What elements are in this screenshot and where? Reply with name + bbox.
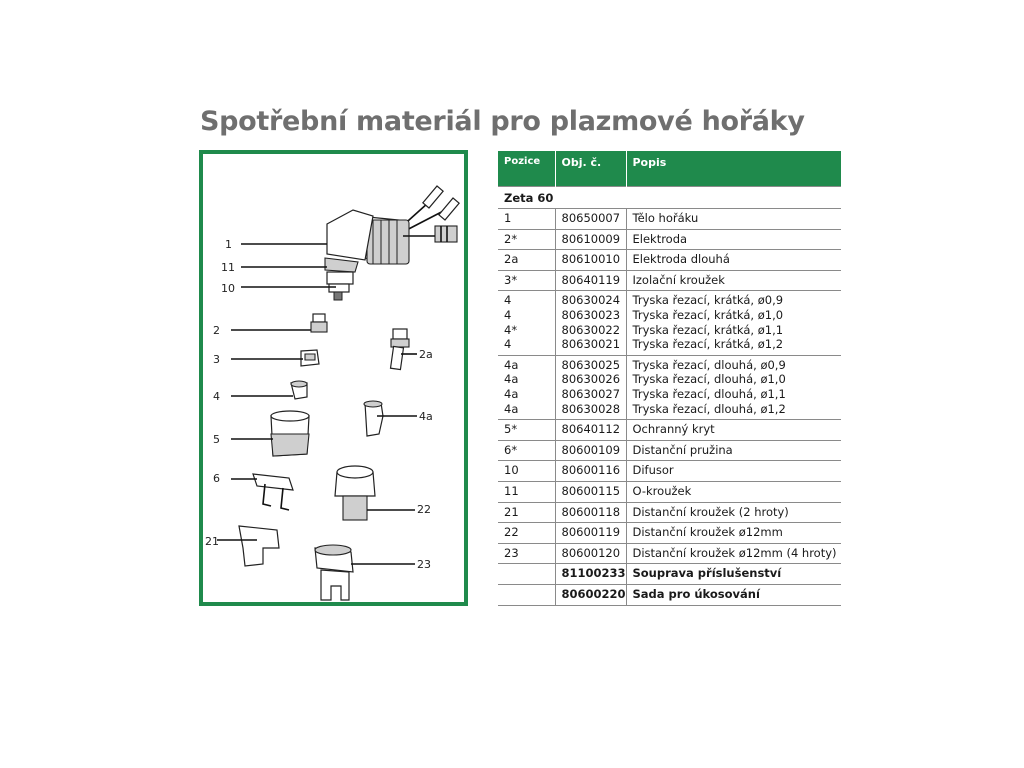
part-22-spacer-ring: [335, 466, 375, 520]
cell-description: [626, 209, 841, 230]
table-row: [498, 523, 841, 544]
cell-line: 80640112: [561, 422, 621, 437]
part-3-insulation-ring: [301, 350, 319, 366]
cell-line: 80650007: [561, 211, 621, 226]
label-10: 10: [221, 282, 235, 295]
cell-position: [498, 584, 555, 605]
cell-order-number: [555, 502, 626, 523]
table-header-row: [498, 151, 841, 186]
cell-line: 80630022: [561, 322, 621, 337]
cell-description: [626, 291, 841, 355]
cell-line: 80610009: [561, 231, 621, 246]
group-row: [498, 186, 841, 209]
cell-position: [498, 440, 555, 461]
cell-line: 80600109: [561, 442, 621, 457]
cell-order-number: [555, 461, 626, 482]
table-row: [498, 229, 841, 250]
page-title: Spotřební materiál pro plazmové hořáky: [200, 106, 805, 137]
cell-line: 80600119: [561, 525, 621, 540]
cell-position: [498, 270, 555, 291]
cell-line: Tryska řezací, krátká, ø0,9: [632, 293, 784, 308]
cell-line: 21: [504, 504, 519, 519]
cell-line: Distanční pružina: [632, 442, 733, 457]
cell-order-number: [555, 440, 626, 461]
cell-line: 80630028: [561, 401, 621, 416]
group-label: Zeta 60: [498, 186, 841, 209]
table-row: [498, 440, 841, 461]
cell-description: [626, 482, 841, 503]
cell-line: 81100233: [561, 566, 626, 581]
label-11: 11: [221, 261, 235, 274]
cell-order-number: [555, 584, 626, 605]
table-row: [498, 209, 841, 230]
cell-description: [626, 355, 841, 419]
part-23-spacer-ring: [315, 545, 353, 600]
cell-position: [498, 420, 555, 441]
label-2: 2: [213, 324, 220, 337]
label-22: 22: [417, 503, 431, 516]
cell-order-number: [555, 209, 626, 230]
cell-order-number: [555, 250, 626, 271]
cell-line: Tryska řezací, krátká, ø1,0: [632, 308, 784, 323]
cell-description: [626, 584, 841, 605]
cell-line: Distanční kroužek ø12mm (4 hroty): [632, 545, 837, 560]
cell-line: 2a: [504, 252, 519, 267]
table-row: [498, 291, 841, 355]
cell-line: Souprava příslušenství: [632, 566, 782, 581]
cell-line: Elektroda dlouhá: [632, 252, 730, 267]
parts-table: [498, 151, 841, 606]
label-23: 23: [417, 558, 431, 571]
cell-description: [626, 502, 841, 523]
label-5: 5: [213, 433, 220, 446]
cell-line: Tryska řezací, dlouhá, ø1,2: [632, 401, 786, 416]
cell-line: 80640119: [561, 272, 621, 287]
cell-line: 22: [504, 525, 519, 540]
cell-position: [498, 543, 555, 564]
cell-line: 80600118: [561, 504, 621, 519]
table-row: [498, 250, 841, 271]
cell-line: 10: [504, 463, 519, 478]
cell-line: 4*: [504, 322, 518, 337]
cell-description: [626, 564, 841, 585]
cell-line: 4a: [504, 372, 519, 387]
cell-line: 80630026: [561, 372, 621, 387]
cell-line: 80600116: [561, 463, 621, 478]
label-6: 6: [213, 472, 220, 485]
cell-description: [626, 270, 841, 291]
cell-description: [626, 250, 841, 271]
table-row: [498, 355, 841, 419]
cell-position: [498, 250, 555, 271]
cell-order-number: [555, 229, 626, 250]
cell-line: 80600220: [561, 586, 626, 601]
part-6-spacer-spring: [253, 474, 293, 510]
part-2-electrode: [311, 314, 327, 332]
cell-order-number: [555, 355, 626, 419]
table-row: [498, 584, 841, 605]
label-2a: 2a: [419, 348, 433, 361]
cell-position: [498, 209, 555, 230]
cell-description: [626, 461, 841, 482]
cell-description: [626, 523, 841, 544]
cell-line: 80630023: [561, 308, 621, 323]
cell-line: Tryska řezací, dlouhá, ø0,9: [632, 357, 786, 372]
cell-line: 4: [504, 337, 512, 352]
cell-order-number: [555, 482, 626, 503]
cell-line: Tryska řezací, krátká, ø1,2: [632, 337, 784, 352]
cell-line: 4: [504, 293, 512, 308]
cell-line: 3*: [504, 272, 518, 287]
cell-line: 4: [504, 308, 512, 323]
table-row: [498, 502, 841, 523]
label-3: 3: [213, 353, 220, 366]
part-5-protective-cap: [271, 411, 309, 456]
cell-position: [498, 502, 555, 523]
cell-line: 23: [504, 545, 519, 560]
cell-order-number: [555, 420, 626, 441]
cell-order-number: [555, 291, 626, 355]
cell-line: 6*: [504, 442, 518, 457]
cell-line: Difusor: [632, 463, 674, 478]
part-2a-long-electrode: [391, 329, 409, 370]
cell-line: Izolační kroužek: [632, 272, 725, 287]
cell-description: [626, 229, 841, 250]
header-position: Pozice: [498, 151, 555, 186]
cell-line: Tryska řezací, dlouhá, ø1,0: [632, 372, 786, 387]
cell-line: Distanční kroužek ø12mm: [632, 525, 783, 540]
cell-description: [626, 440, 841, 461]
header-order-number: Obj. č.: [555, 151, 626, 186]
header-description: Popis: [626, 151, 841, 186]
cell-line: 80630021: [561, 337, 621, 352]
cell-position: [498, 461, 555, 482]
cell-line: Sada pro úkosování: [632, 586, 760, 601]
cell-line: Distanční kroužek (2 hroty): [632, 504, 789, 519]
table-row: [498, 270, 841, 291]
table-row: [498, 564, 841, 585]
torch-exploded-diagram: [203, 154, 464, 602]
cell-line: 5*: [504, 422, 518, 437]
cell-description: [626, 420, 841, 441]
label-21: 21: [205, 535, 219, 548]
cell-order-number: [555, 564, 626, 585]
table-row: [498, 543, 841, 564]
table-row: [498, 420, 841, 441]
cell-line: 80630027: [561, 387, 621, 402]
cell-line: 1: [504, 211, 512, 226]
cell-line: 4a: [504, 357, 519, 372]
cell-line: Elektroda: [632, 231, 688, 246]
cell-position: [498, 564, 555, 585]
label-4: 4: [213, 390, 220, 403]
cell-line: Ochranný kryt: [632, 422, 715, 437]
cell-line: 4a: [504, 401, 519, 416]
cell-line: [504, 566, 549, 581]
cell-line: 80600115: [561, 484, 621, 498]
cell-position: [498, 482, 555, 503]
cell-line: 4a: [504, 387, 519, 402]
cell-line: Tryska řezací, krátká, ø1,1: [632, 322, 784, 337]
cell-line: Tělo hořáku: [632, 211, 699, 226]
cell-line: 80630024: [561, 293, 621, 308]
cell-order-number: [555, 270, 626, 291]
part-21-spacer-ring: [239, 526, 279, 566]
cell-line: Tryska řezací, dlouhá, ø1,1: [632, 387, 786, 402]
cell-line: 80610010: [561, 252, 621, 267]
cell-line: O-kroužek: [632, 484, 692, 498]
table-row: [498, 482, 841, 503]
cell-position: [498, 523, 555, 544]
cell-description: [626, 543, 841, 564]
part-4-short-nozzle: [291, 381, 307, 399]
cell-order-number: [555, 543, 626, 564]
cell-line: 80600120: [561, 545, 621, 560]
exploded-diagram-frame: [199, 150, 468, 606]
cell-order-number: [555, 523, 626, 544]
part-4a-long-nozzle: [364, 401, 383, 436]
cell-line: 2*: [504, 231, 518, 246]
cell-position: [498, 291, 555, 355]
cell-position: [498, 355, 555, 419]
cell-line: [504, 587, 549, 602]
label-4a: 4a: [419, 410, 433, 423]
label-1: 1: [225, 238, 232, 251]
table-row: [498, 461, 841, 482]
cell-position: [498, 229, 555, 250]
cell-line: 11: [504, 484, 519, 498]
cell-line: 80630025: [561, 357, 621, 372]
